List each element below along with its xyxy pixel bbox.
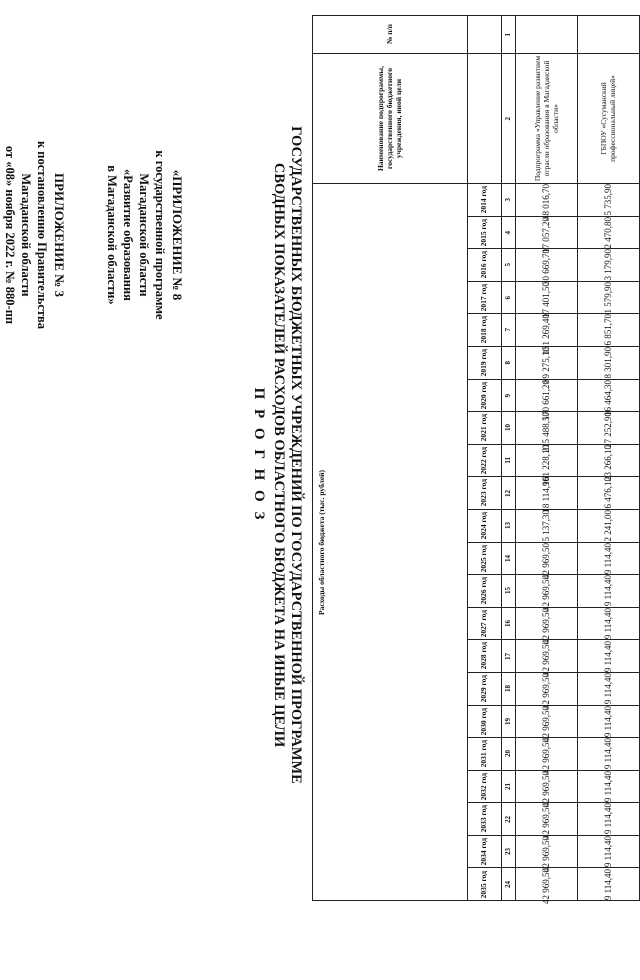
- value-cell: 9 114,40: [578, 672, 640, 705]
- value-cell: 42 969,50: [516, 575, 578, 608]
- year-header: 2023 год: [468, 477, 502, 510]
- name-column-header: Наименование подпрограммы, государственного бюджетного учреждения, иной цели: [313, 54, 468, 184]
- value-cell: 27 252,90: [578, 412, 640, 445]
- appendix-8-line-2: Магаданской области: [137, 173, 151, 297]
- row-name: ГБПОУ «Сусуманский профессиональный лицей»: [578, 54, 640, 184]
- value-cell: 42 969,50: [516, 738, 578, 771]
- year-header: 2035 год: [468, 868, 502, 901]
- document-subtitle-line-2: ГОСУДАРСТВЕННЫХ БЮДЖЕТНЫХ УЧРЕЖДЕНИЙ ПО ГОСУДАРСТВЕННОЙ ПРОГРАММЕ: [288, 126, 304, 784]
- column-number: 6: [502, 281, 516, 314]
- year-header: 2032 год: [468, 770, 502, 803]
- value-cell: 17 401,50: [516, 281, 578, 314]
- number-column-header: № п/п: [313, 16, 468, 54]
- row-number: [516, 16, 578, 54]
- column-number: 3: [502, 184, 516, 217]
- year-header: 2029 год: [468, 672, 502, 705]
- year-header: 2022 год: [468, 444, 502, 477]
- value-cell: 9 114,40: [578, 705, 640, 738]
- expenses-group-header: Расходы областного бюджета (тыс. рублей): [313, 184, 468, 901]
- year-header: 2026 год: [468, 575, 502, 608]
- value-cell: 42 969,50: [516, 672, 578, 705]
- row-name: Подпрограмма «Управление развитием отрасли образования в Магаданской области»: [516, 54, 578, 184]
- value-cell: 9 114,40: [578, 640, 640, 673]
- year-header: 2028 год: [468, 640, 502, 673]
- value-cell: 42 969,50: [516, 607, 578, 640]
- value-cell: 6 476,10: [578, 477, 640, 510]
- column-number: 21: [502, 770, 516, 803]
- value-cell: 9 114,40: [578, 738, 640, 771]
- column-number: 17: [502, 640, 516, 673]
- year-header: 2024 год: [468, 509, 502, 542]
- value-cell: 151 269,40: [516, 314, 578, 347]
- appendix-3-line-2: Магаданской области: [19, 173, 33, 297]
- year-header: 2030 год: [468, 705, 502, 738]
- value-cell: 42 969,50: [516, 868, 578, 901]
- value-cell: 48 016,70: [516, 184, 578, 217]
- column-number: 15: [502, 575, 516, 608]
- column-number: 9: [502, 379, 516, 412]
- year-header: 2017 год: [468, 281, 502, 314]
- value-cell: 42 969,50: [516, 803, 578, 836]
- year-header: 2016 год: [468, 249, 502, 282]
- value-cell: 30 669,70: [516, 249, 578, 282]
- column-number: 5: [502, 249, 516, 282]
- year-header: 2034 год: [468, 835, 502, 868]
- column-number: 4: [502, 216, 516, 249]
- document-subtitle-line-1: СВОДНЫХ ПОКАЗАТЕЛЕЙ РАСХОДОВ ОБЛАСТНОГО БЮДЖЕТА НА ИНЫЕ ЦЕЛИ: [271, 162, 287, 748]
- value-cell: 8 301,90: [578, 346, 640, 379]
- year-header: 2020 год: [468, 379, 502, 412]
- value-cell: 9 114,40: [578, 803, 640, 836]
- column-number: 14: [502, 542, 516, 575]
- value-cell: 215 488,50: [516, 412, 578, 445]
- value-cell: 9 114,40: [578, 835, 640, 868]
- year-header: 2015 год: [468, 216, 502, 249]
- value-cell: 170 661,20: [516, 379, 578, 412]
- budget-forecast-table: [312, 15, 640, 905]
- column-number: 23: [502, 835, 516, 868]
- empty-cell: [468, 16, 502, 54]
- column-numbers-row: [502, 16, 516, 901]
- column-number: 11: [502, 444, 516, 477]
- appendix-8-line-3: «Развитие образования: [121, 169, 135, 301]
- table-row: [516, 16, 578, 901]
- value-cell: 9 114,40: [578, 542, 640, 575]
- value-cell: 23 266,10: [578, 444, 640, 477]
- appendix-3-line-1: к постановлению Правительства: [35, 140, 49, 330]
- year-header: 2025 год: [468, 542, 502, 575]
- value-cell: 42 969,50: [516, 705, 578, 738]
- year-header: 2019 год: [468, 346, 502, 379]
- column-number: 22: [502, 803, 516, 836]
- year-header: 2018 год: [468, 314, 502, 347]
- column-number: 2: [502, 54, 516, 184]
- table-row: [578, 16, 640, 901]
- value-cell: 1 579,90: [578, 281, 640, 314]
- appendix-8-header: [104, 95, 185, 375]
- appendix-3-line-3: от «08» ноября 2022 г. № 880-пп: [3, 145, 17, 325]
- year-header: 2014 год: [468, 184, 502, 217]
- header-row: [313, 16, 468, 901]
- value-cell: 6 851,70: [578, 314, 640, 347]
- column-number: 16: [502, 607, 516, 640]
- column-number: 10: [502, 412, 516, 445]
- column-number: 1: [502, 16, 516, 54]
- column-number: 12: [502, 477, 516, 510]
- column-number: 24: [502, 868, 516, 901]
- value-cell: 42 969,50: [516, 542, 578, 575]
- appendix-8-line-4: в Магаданской области»: [105, 165, 119, 305]
- value-cell: 3 179,90: [578, 249, 640, 282]
- value-cell: 5 137,30: [516, 509, 578, 542]
- year-header: 2027 год: [468, 607, 502, 640]
- years-row: [468, 16, 502, 901]
- column-number: 19: [502, 705, 516, 738]
- column-number: 20: [502, 738, 516, 771]
- value-cell: 2 470,80: [578, 216, 640, 249]
- value-cell: 9 114,40: [578, 575, 640, 608]
- value-cell: 9 114,40: [578, 607, 640, 640]
- value-cell: 9 114,40: [578, 770, 640, 803]
- year-header: 2021 год: [468, 412, 502, 445]
- appendix-3-title: ПРИЛОЖЕНИЕ № 3: [52, 172, 67, 298]
- column-number: 18: [502, 672, 516, 705]
- value-cell: 9 114,40: [578, 868, 640, 901]
- value-cell: 16 464,30: [578, 379, 640, 412]
- value-cell: 42 969,50: [516, 770, 578, 803]
- empty-cell: [468, 54, 502, 184]
- column-number: 13: [502, 509, 516, 542]
- appendix-3-header: [2, 95, 67, 375]
- document-title: П Р О Г Н О З: [251, 387, 267, 523]
- value-cell: 5 735,90: [578, 184, 640, 217]
- column-number: 7: [502, 314, 516, 347]
- value-cell: 18 114,90: [516, 477, 578, 510]
- value-cell: 42 969,50: [516, 640, 578, 673]
- appendix-8-title: «ПРИЛОЖЕНИЕ № 8: [170, 169, 185, 301]
- year-header: 2033 год: [468, 803, 502, 836]
- appendix-8-line-1: к государственной программе: [153, 150, 167, 320]
- value-cell: 42 969,50: [516, 835, 578, 868]
- value-cell: 89 275,10: [516, 346, 578, 379]
- row-number: [578, 16, 640, 54]
- value-cell: 161 228,10: [516, 444, 578, 477]
- year-header: 2031 год: [468, 738, 502, 771]
- column-number: 8: [502, 346, 516, 379]
- value-cell: 17 057,20: [516, 216, 578, 249]
- value-cell: 2 241,00: [578, 509, 640, 542]
